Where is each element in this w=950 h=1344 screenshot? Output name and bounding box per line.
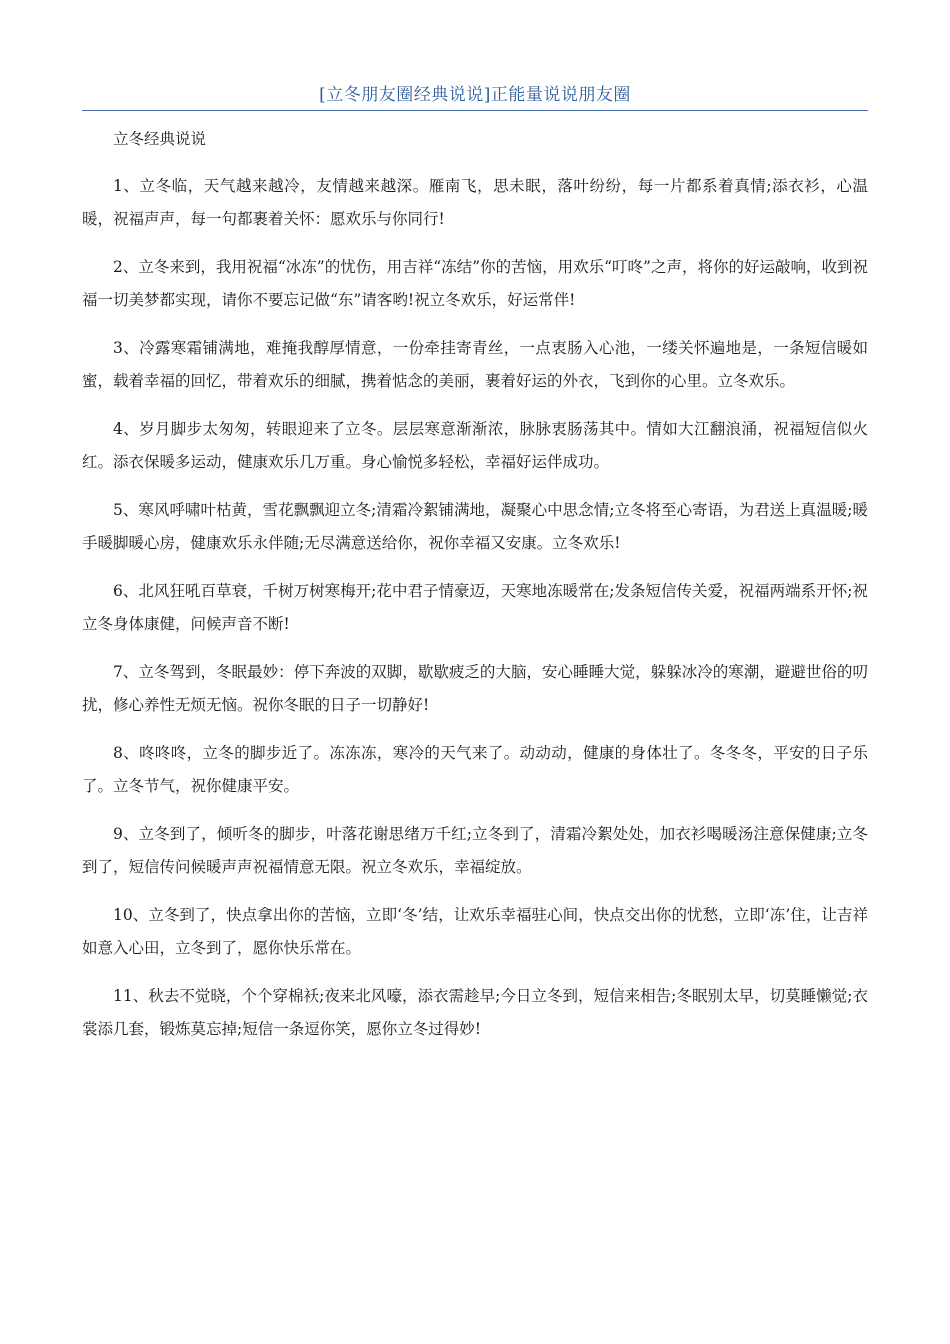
paragraph-7: 7、立冬驾到，冬眠最妙：停下奔波的双脚，歇歇疲乏的大脑，安心睡睡大觉，躲躲冰冷的寒潮，避避世俗的叨扰，修心养性无烦无恼。祝你冬眠的日子一切静好! (82, 663, 868, 714)
paragraph-8: 8、咚咚咚，立冬的脚步近了。冻冻冻，寒冷的天气来了。动动动，健康的身体壮了。冬冬冬，平安的日子乐了。立冬节气，祝你健康平安。 (82, 744, 868, 795)
paragraph-4: 4、岁月脚步太匆匆，转眼迎来了立冬。层层寒意渐渐浓，脉脉衷肠荡其中。情如大江翻浪涌，祝福短信似火红。添衣保暖多运动，健康欢乐几万重。身心愉悦多轻松，幸福好运伴成功。 (82, 420, 868, 471)
paragraph-3: 3、冷露寒霜铺满地，难掩我醇厚情意，一份牵挂寄青丝，一点衷肠入心池，一缕关怀遍地是，一条短信暖如蜜，载着幸福的回忆，带着欢乐的细腻，携着惦念的美丽，裹着好运的外衣，飞到你的心里。立冬欢乐。 (82, 339, 868, 390)
header-title: [立冬朋友圈经典说说]正能量说说朋友圈 (319, 85, 631, 105)
paragraph-6: 6、北风狂吼百草衰，千树万树寒梅开;花中君子情豪迈，天寒地冻暖常在;发条短信传关爱，祝福两端系开怀;祝立冬身体康健，问候声音不断! (82, 582, 868, 633)
document-header (82, 82, 868, 111)
paragraph-11: 11、秋去不觉晓，个个穿棉袄;夜来北风嚎，添衣需趁早;今日立冬到，短信来相告;冬眠别太早，切莫睡懒觉;衣裳添几套，锻炼莫忘掉;短信一条逗你笑，愿你立冬过得妙! (82, 987, 868, 1038)
paragraph-9: 9、立冬到了，倾听冬的脚步，叶落花谢思绪万千红;立冬到了，清霜冷絮处处，加衣衫喝暖汤注意保健康;立冬到了，短信传问候暖声声祝福情意无限。祝立冬欢乐，幸福绽放。 (82, 825, 868, 876)
paragraph-2: 2、立冬来到，我用祝福“冰冻”的忧伤，用吉祥“冻结”你的苦恼，用欢乐“叮咚”之声，将你的好运敲响，收到祝福一切美梦都实现，请你不要忘记做“东”请客哟!祝立冬欢乐，好运常伴! (82, 258, 868, 309)
paragraph-5: 5、寒风呼啸叶枯黄，雪花飘飘迎立冬;清霜冷絮铺满地，凝聚心中思念情;立冬将至心寄语，为君送上真温暖;暖手暖脚暖心房，健康欢乐永伴随;无尽满意送给你，祝你幸福又安康。立冬欢乐! (82, 501, 868, 552)
paragraph-10: 10、立冬到了，快点拿出你的苦恼，立即‘冬’结，让欢乐幸福驻心间，快点交出你的忧愁，立即‘冻’住，让吉祥如意入心田，立冬到了，愿你快乐常在。 (82, 906, 868, 957)
paragraph-1: 1、立冬临，天气越来越冷，友情越来越深。雁南飞，思未眠，落叶纷纷，每一片都系着真情;添衣衫，心温暖，祝福声声，每一句都裹着关怀：愿欢乐与你同行! (82, 177, 868, 228)
section-heading: 立冬经典说说 (113, 130, 207, 148)
document-body (82, 124, 868, 1061)
